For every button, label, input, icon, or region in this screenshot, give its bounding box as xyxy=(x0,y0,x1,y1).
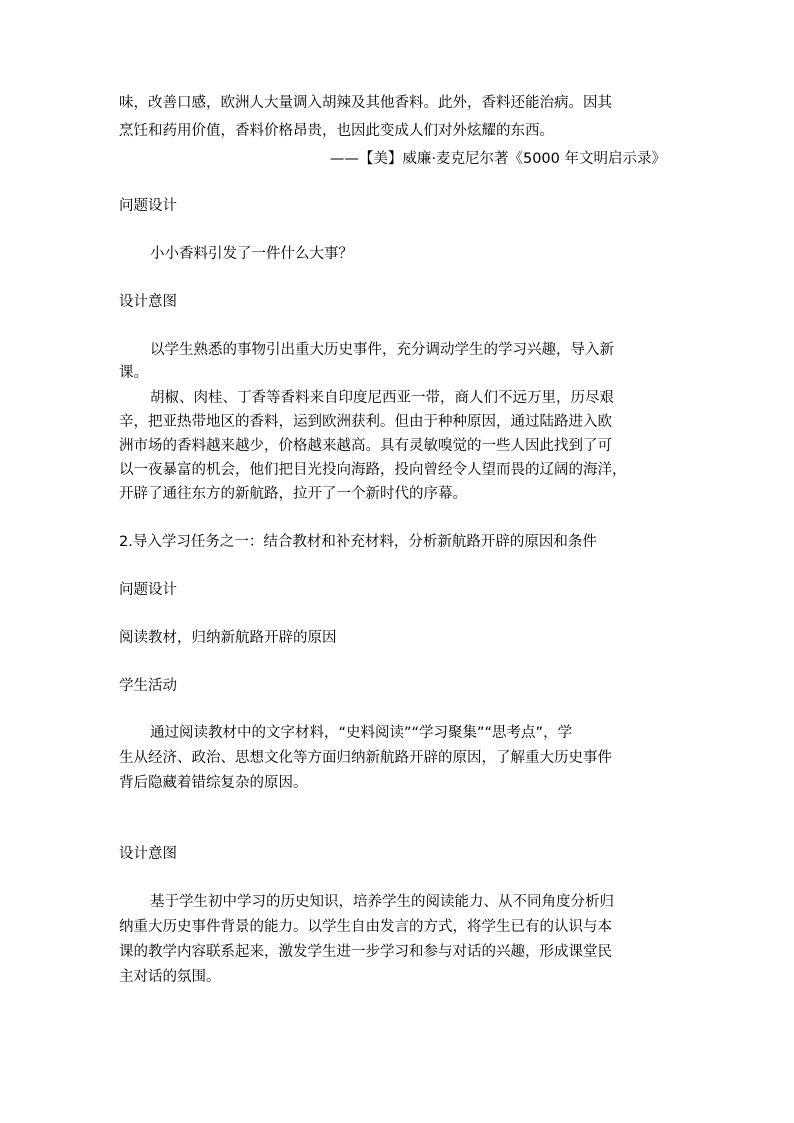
narrative-line-4: 以一夜暴富的机会，他们把目光投向海路，投向曾经令人望而畏的辽阔的海洋， xyxy=(119,462,627,478)
narrative-line-5: 开辟了通往东方的新航路，拉开了一个新时代的序幕。 xyxy=(119,486,467,502)
intent2-line-4: 主对话的氛围。 xyxy=(119,969,221,985)
activity-line-1: 通过阅读教材中的文字材料，“史料阅读”“学习聚集”“思考点”，学 xyxy=(150,725,573,741)
narrative-line-2: 辛，把亚热带地区的香料，运到欧洲获利。但由于种种原因，通过陆路进入欧 xyxy=(119,414,612,430)
quote-line-1: 味，改善口感，欧洲人大量调入胡辣及其他香料。此外，香料还能治病。因其 xyxy=(119,95,612,111)
quote-source: ——【美】威廉·麦克尼尔著《5000 年文明启示录》 xyxy=(329,151,666,167)
section-heading-design-intent: 设计意图 xyxy=(119,294,177,310)
intent2-line-1: 基于学生初中学习的历史知识，培养学生的阅读能力、从不同角度分析归 xyxy=(150,894,614,910)
section-heading-student-activity: 学生活动 xyxy=(119,678,177,694)
reading-task-text: 阅读教材，归纳新航路开辟的原因 xyxy=(119,630,337,646)
section-heading-question-design-2: 问题设计 xyxy=(119,582,177,598)
section-heading-design-intent-2: 设计意图 xyxy=(119,846,177,862)
activity-line-2: 生从经济、政治、思想文化等方面归纳新航路开辟的原因，了解重大历史事件 xyxy=(119,750,612,766)
task-heading: 2.导入学习任务之一：结合教材和补充材料，分析新航路开辟的原因和条件 xyxy=(119,534,597,550)
intent-line-2: 课。 xyxy=(119,365,148,381)
intent2-line-3: 课的教学内容联系起来，激发学生进一步学习和参与对话的兴趣，形成课堂民 xyxy=(119,944,612,960)
quote-line-2: 烹饪和药用价值，香料价格昂贵，也因此变成人们对外炫耀的东西。 xyxy=(119,123,554,139)
question-text: 小小香料引发了一件什么大事？ xyxy=(150,246,353,262)
intent2-line-2: 纳重大历史事件背景的能力。以学生自由发言的方式，将学生已有的认识与本 xyxy=(119,919,612,935)
activity-line-3: 背后隐藏着错综复杂的原因。 xyxy=(119,775,308,791)
narrative-line-3: 洲市场的香料越来越少，价格越来越高。具有灵敏嗅觉的一些人因此找到了可 xyxy=(119,438,612,454)
narrative-line-1: 胡椒、肉桂、丁香等香料来自印度尼西亚一带，商人们不远万里，历尽艰 xyxy=(150,390,614,406)
section-heading-question-design: 问题设计 xyxy=(119,198,177,214)
intent-line-1: 以学生熟悉的事物引出重大历史事件，充分调动学生的学习兴趣，导入新 xyxy=(150,342,614,358)
